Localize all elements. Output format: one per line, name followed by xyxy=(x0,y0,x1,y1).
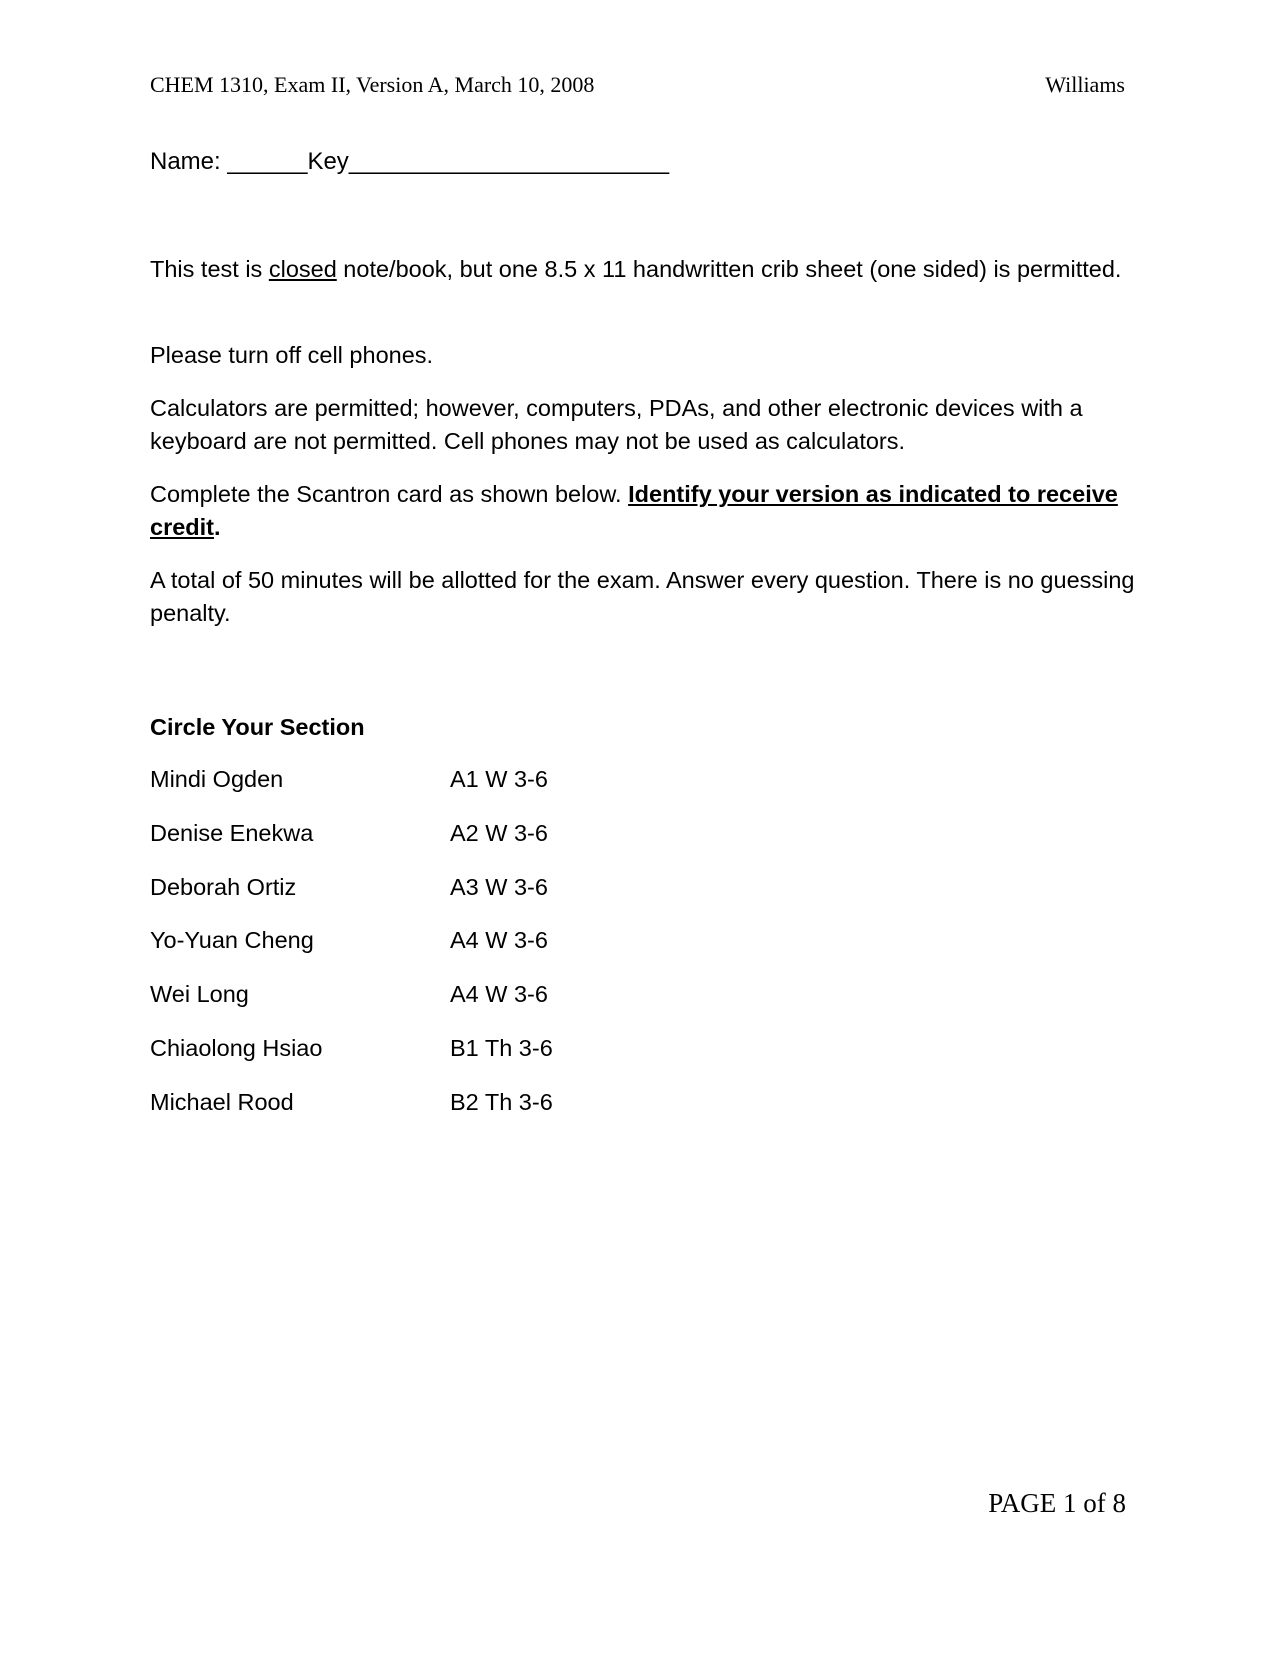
page-number: PAGE 1 of 8 xyxy=(988,1488,1126,1518)
ta-name: Chiaolong Hsiao xyxy=(150,1034,323,1061)
section-code: A2 W 3-6 xyxy=(450,819,548,846)
section-row xyxy=(150,1035,750,1089)
ta-name: Yo-Yuan Cheng xyxy=(150,927,314,954)
section-row xyxy=(150,981,750,1035)
section-row xyxy=(150,927,750,981)
course-exam-info: CHEM 1310, Exam II, Version A, March 10, 2008 xyxy=(150,72,595,97)
version-emphasis: Identify your version as indicated to receive credit xyxy=(150,481,1118,540)
section-code: B2 Th 3-6 xyxy=(450,1088,553,1115)
section-code: A4 W 3-6 xyxy=(450,981,548,1008)
page-header xyxy=(150,72,1125,98)
instruction-scantron: Complete the Scantron card as shown below. Identify your version as indicated to receive credit. xyxy=(150,481,1118,540)
section-row xyxy=(150,1089,750,1143)
section-heading: Circle Your Section xyxy=(150,714,365,740)
instruction-cell-phones: Please turn off cell phones. xyxy=(150,342,434,368)
section-list xyxy=(150,766,750,1143)
ta-name: Denise Enekwa xyxy=(150,819,314,846)
section-code: B1 Th 3-6 xyxy=(450,1034,553,1061)
name-blank-after: ________________________ xyxy=(348,148,670,175)
instructor-name: Williams xyxy=(1045,72,1125,97)
section-code: A4 W 3-6 xyxy=(450,927,548,954)
closed-emphasis: closed xyxy=(268,256,337,282)
name-value: Key xyxy=(307,148,349,175)
ta-name: Deborah Ortiz xyxy=(150,873,297,900)
instruction-time-limit: A total of 50 minutes will be allotted for the exam. Answer every question. There is no guessing penalty. xyxy=(150,567,1135,626)
section-code: A1 W 3-6 xyxy=(450,766,548,792)
ta-name: Michael Rood xyxy=(150,1088,294,1115)
name-label: Name: xyxy=(150,148,228,175)
section-row xyxy=(150,766,750,820)
section-code: A3 W 3-6 xyxy=(450,873,548,900)
student-name-line xyxy=(150,148,669,176)
instruction-closed-book: This test is closed note/book, but one 8.5 x 11 handwritten crib sheet (one sided) is permitted. xyxy=(150,256,1122,282)
ta-name: Wei Long xyxy=(150,981,249,1008)
section-row xyxy=(150,874,750,928)
instruction-calculators: Calculators are permitted; however, computers, PDAs, and other electronic devices with a keyboard are not permitted. Cell phones may not be used as calculators. xyxy=(150,395,1083,454)
name-blank-before: ______ xyxy=(227,148,308,175)
section-row xyxy=(150,820,750,874)
ta-name: Mindi Ogden xyxy=(150,766,284,792)
